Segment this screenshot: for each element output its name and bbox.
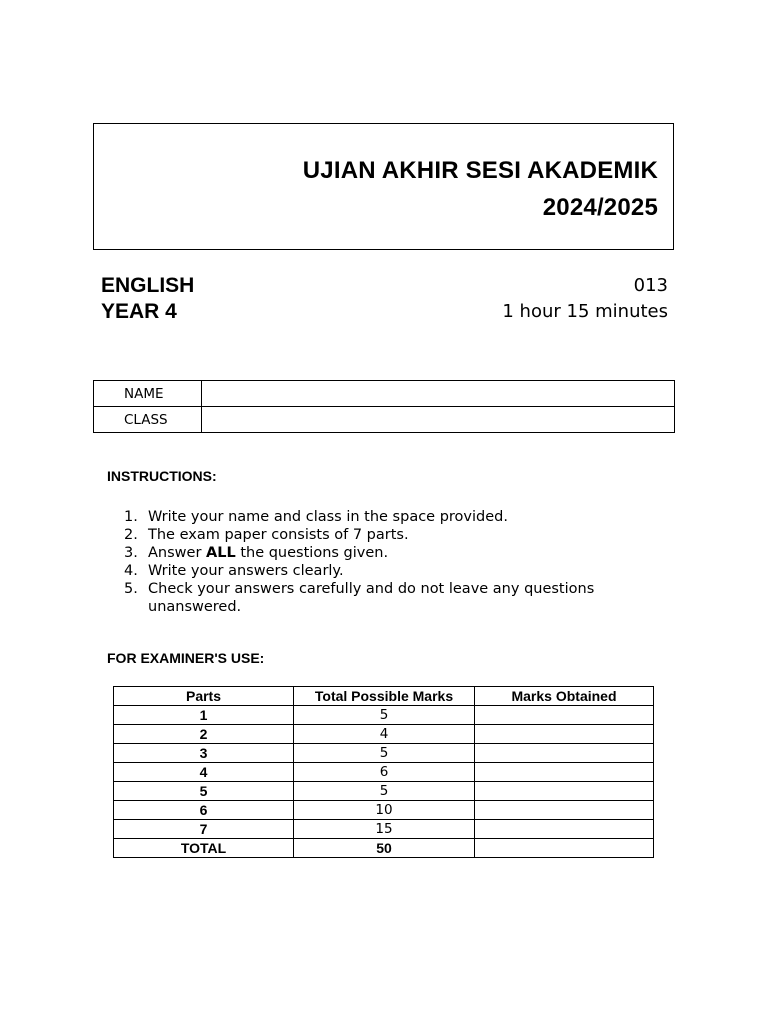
possible-cell: 4: [294, 725, 475, 744]
part-cell: 5: [114, 782, 294, 801]
obtained-cell[interactable]: [475, 820, 654, 839]
table-row: [114, 801, 654, 820]
instruction-text: The exam paper consists of 7 parts.: [148, 527, 409, 543]
instruction-number: 5.: [124, 581, 138, 597]
part-cell: 6: [114, 801, 294, 820]
title-box: [93, 123, 674, 250]
instruction-text: Answer ALL the questions given.: [148, 545, 389, 561]
column-header-parts: Parts: [114, 687, 294, 706]
instruction-item: [124, 508, 644, 526]
instruction-item: [124, 526, 644, 544]
part-cell: 2: [114, 725, 294, 744]
instruction-number: 3.: [124, 545, 138, 561]
table-row: [114, 706, 654, 725]
name-field[interactable]: [202, 381, 675, 407]
name-row: [94, 381, 675, 407]
name-label: NAME: [94, 381, 202, 407]
instruction-text: Write your answers clearly.: [148, 563, 344, 579]
instruction-number: 2.: [124, 527, 138, 543]
possible-cell: 5: [294, 744, 475, 763]
instruction-text: Check your answers carefully and do not leave any questions unanswered.: [148, 581, 595, 615]
table-row: [114, 782, 654, 801]
class-field[interactable]: [202, 407, 675, 433]
class-row: [94, 407, 675, 433]
obtained-cell[interactable]: [475, 782, 654, 801]
table-row: [114, 820, 654, 839]
examiner-heading: FOR EXAMINER'S USE:: [107, 650, 265, 666]
obtained-cell[interactable]: [475, 725, 654, 744]
instruction-number: 4.: [124, 563, 138, 579]
class-label: CLASS: [94, 407, 202, 433]
marks-table: [113, 686, 654, 858]
instruction-item: [124, 580, 644, 616]
exam-title: UJIAN AKHIR SESI AKADEMIK: [302, 157, 658, 184]
obtained-cell[interactable]: [475, 801, 654, 820]
possible-cell: 5: [294, 706, 475, 725]
part-cell: 4: [114, 763, 294, 782]
obtained-cell[interactable]: [475, 706, 654, 725]
instruction-item: [124, 544, 644, 562]
table-row: [114, 763, 654, 782]
table-row: [114, 744, 654, 763]
instruction-number: 1.: [124, 509, 138, 525]
total-label: TOTAL: [114, 839, 294, 858]
total-obtained[interactable]: [475, 839, 654, 858]
instruction-text: Write your name and class in the space provided.: [148, 509, 508, 525]
obtained-cell[interactable]: [475, 744, 654, 763]
column-header-possible: Total Possible Marks: [294, 687, 475, 706]
emphasis-all: ALL: [206, 545, 236, 561]
student-id-table: [93, 380, 675, 433]
possible-cell: 5: [294, 782, 475, 801]
possible-cell: 15: [294, 820, 475, 839]
exam-duration: 1 hour 15 minutes: [502, 301, 668, 322]
total-possible: 50: [294, 839, 475, 858]
part-cell: 1: [114, 706, 294, 725]
instructions-list: [124, 508, 644, 616]
instruction-item: [124, 562, 644, 580]
obtained-cell[interactable]: [475, 763, 654, 782]
subject-code: 013: [633, 275, 668, 296]
possible-cell: 10: [294, 801, 475, 820]
subject-year: YEAR 4: [101, 300, 177, 323]
instructions-heading: INSTRUCTIONS:: [107, 468, 217, 484]
exam-session: 2024/2025: [542, 194, 658, 221]
column-header-obtained: Marks Obtained: [475, 687, 654, 706]
part-cell: 7: [114, 820, 294, 839]
subject-name: ENGLISH: [101, 274, 195, 297]
table-row: [114, 725, 654, 744]
part-cell: 3: [114, 744, 294, 763]
marks-header-row: [114, 687, 654, 706]
possible-cell: 6: [294, 763, 475, 782]
total-row: [114, 839, 654, 858]
